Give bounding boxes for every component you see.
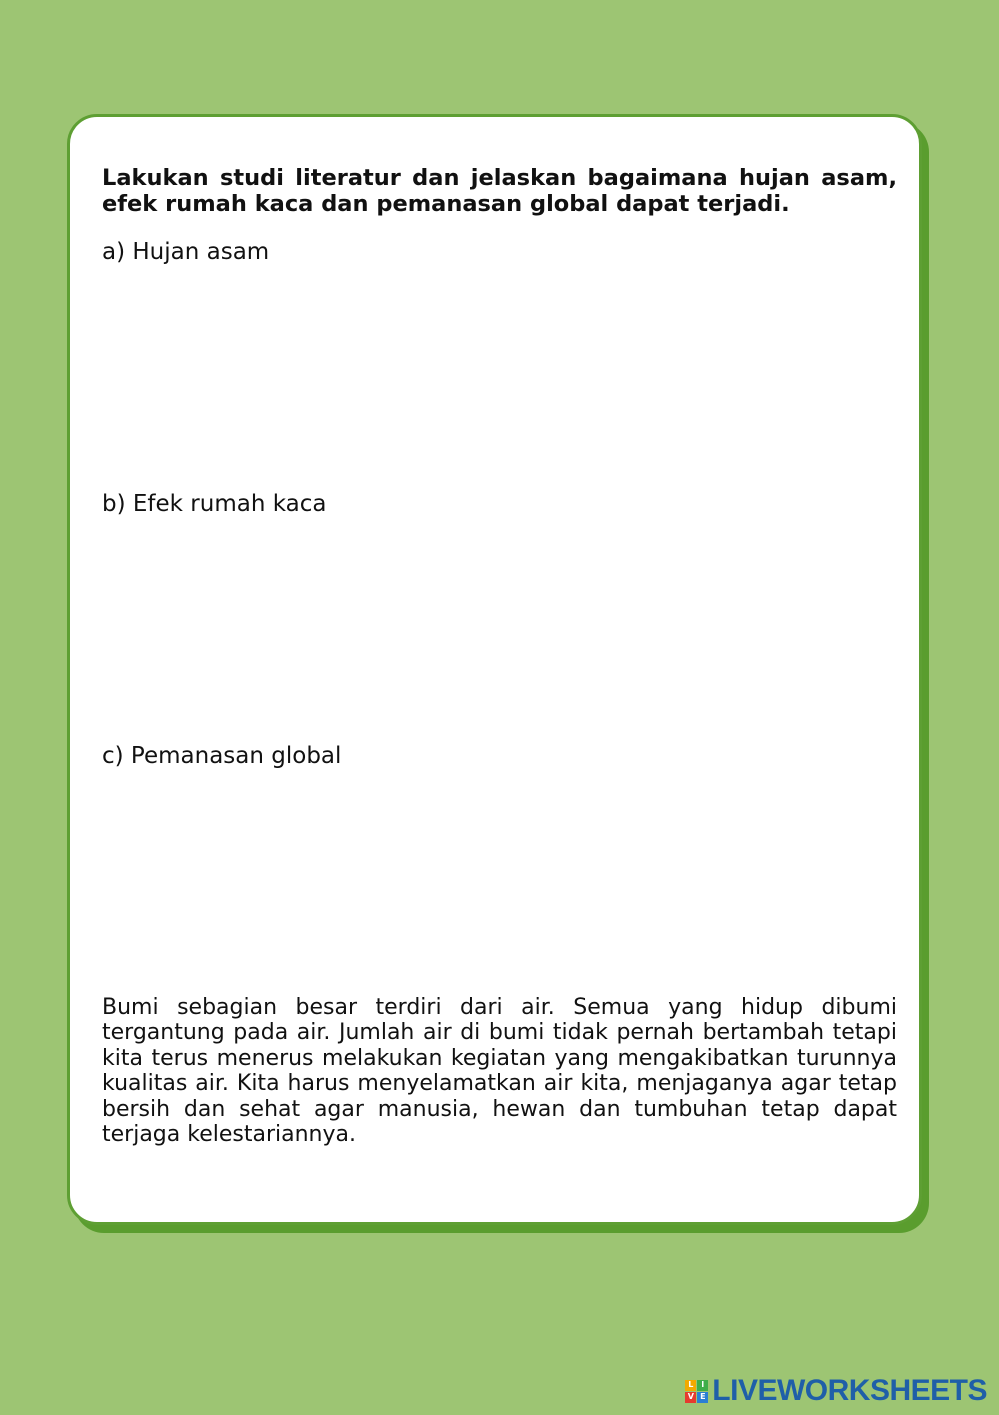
- logo-tile-v: V: [685, 1392, 696, 1403]
- closing-paragraph: Bumi sebagian besar terdiri dari air. Semua yang hidup dibumi tergantung pada air. Jumlah air di bumi tidak pernah bertambah tetapi kita terus menerus melakukan kegiatan yang mengakibatkan turunnya kualitas air. Kita harus menyelamatkan air kita, menjaganya agar tetap bersih dan sehat agar manusia, hewan dan tumbuhan tetap dapat terjaga kelestariannya.: [102, 995, 897, 1148]
- question-c-label: c) Pemanasan global: [102, 743, 342, 769]
- instruction-text: Lakukan studi literatur dan jelaskan bagaimana hujan asam, efek rumah kaca dan pemanasan global dapat terjadi.: [102, 165, 897, 217]
- logo-tile-e: E: [697, 1392, 708, 1403]
- question-b-label: b) Efek rumah kaca: [102, 491, 327, 517]
- logo-tile-i: I: [697, 1380, 708, 1391]
- answer-area-b[interactable]: [102, 529, 897, 719]
- answer-area-c[interactable]: [102, 781, 897, 971]
- brand-name: LIVEWORKSHEETS: [712, 1374, 987, 1407]
- liveworksheets-logo-icon: [685, 1380, 708, 1403]
- question-a-label: a) Hujan asam: [102, 239, 270, 265]
- logo-tile-l: L: [685, 1380, 696, 1391]
- liveworksheets-logo: [685, 1376, 987, 1406]
- worksheet-card: [67, 114, 922, 1225]
- answer-area-a[interactable]: [102, 277, 897, 467]
